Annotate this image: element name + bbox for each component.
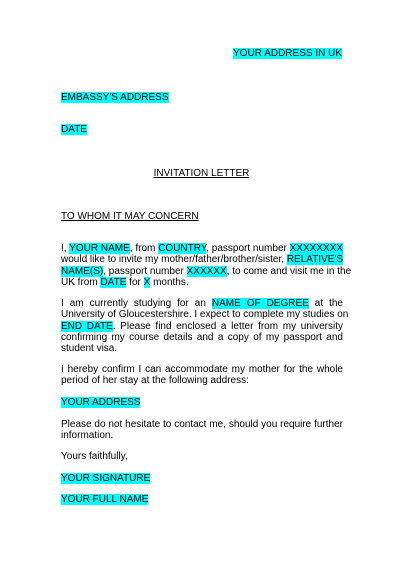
letter-title: INVITATION LETTER bbox=[153, 168, 250, 179]
months-field: X bbox=[143, 276, 151, 288]
relatives-field-2: NAME(S) bbox=[61, 265, 104, 277]
paragraph-studies: I am currently studying for an NAME OF DEGREE at the University of Gloucestershire. I expect to complete my studies on END DATE. Please find enclosed a letter from my university confirming my course details and a copy of my passport and student visa. bbox=[61, 298, 349, 355]
country-field: COUNTRY bbox=[158, 243, 207, 254]
passport-field-2: XXXXXX bbox=[186, 265, 227, 277]
paragraph-accommodation: I hereby confirm I can accommodate my mother for the whole period of her stay at the following address: bbox=[61, 364, 343, 387]
your-name-field: YOUR NAME bbox=[69, 243, 130, 254]
date-field: DATE bbox=[100, 276, 127, 288]
passport-field: XXXXXXXX bbox=[289, 243, 343, 254]
embassy-address: EMBASSY'S ADDRESS bbox=[61, 92, 169, 103]
full-name: YOUR FULL NAME bbox=[61, 494, 149, 505]
letter-date: DATE bbox=[61, 124, 87, 135]
your-address: YOUR ADDRESS bbox=[61, 397, 141, 408]
relatives-field: RELATIVE'S bbox=[286, 254, 343, 266]
signature: YOUR SIGNATURE bbox=[61, 473, 151, 484]
end-date-field: END DATE bbox=[61, 320, 113, 332]
degree-field: NAME OF DEGREE bbox=[211, 298, 309, 309]
paragraph-invitation: I, YOUR NAME, from COUNTRY, passport number XXXXXXXX would like to invite my mother/father/brother/sister, RELATIVE'S NAME(S), passport number XXXXXX, to come and visit me in the UK from DATE for X months. bbox=[61, 243, 352, 288]
sender-address: YOUR ADDRESS IN UK bbox=[233, 48, 342, 59]
paragraph-contact: Please do not hesitate to contact me, should you require further information. bbox=[61, 419, 343, 442]
salutation: TO WHOM IT MAY CONCERN bbox=[61, 211, 199, 222]
closing: Yours faithfully, bbox=[61, 451, 128, 462]
